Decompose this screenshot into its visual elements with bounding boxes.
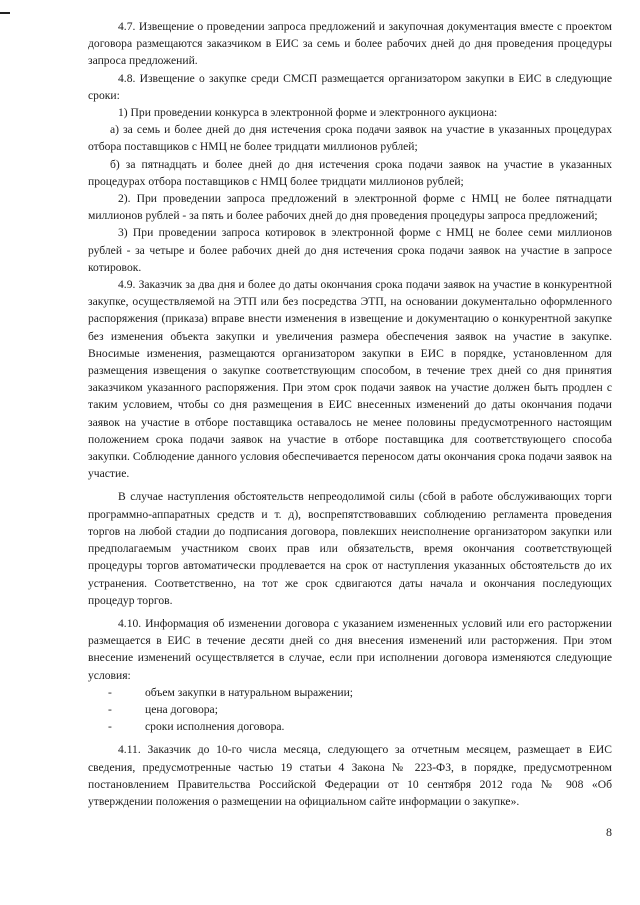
list-item-text: объем закупки в натуральном выражении; <box>145 685 354 699</box>
list-item-text: сроки исполнения договора. <box>145 720 285 734</box>
paragraph-4-8-2: 2). При проведении запроса предложений в электронной форме с НМЦ не более пятнадцати миллионов рублей - за пять и более рабочих дней до дня проведения процедуры запроса предложений; <box>88 192 612 223</box>
paragraph-4-10: 4.10. Информация об изменении договора с указанием измененных условий или его расторжении размещается в ЕИС в течение десяти дней со дня внесения изменений или расторжения. При этом внесение изменений осуществляется в случае, если при исполнении договора изменяются следующие условия: <box>88 616 612 682</box>
list-marker: - <box>108 685 112 699</box>
paragraph-4-8-a: а) за семь и более дней до дня истечения срока подачи заявок на участие в указанных процедурах отбора поставщиков с НМЦ не более тридцати миллионов рублей; <box>88 123 612 154</box>
conditions-list <box>88 684 612 736</box>
paragraph-4-11: 4.11. Заказчик до 10-го числа месяца, следующего за отчетным месяцем, размещает в ЕИС сведения, предусмотренные частью 19 статьи 4 Закона № 223-ФЗ, в порядке, предусмотренном постановлением Правительства Российской Федерации от 10 сентября 2012 года № 908 «Об утверждении положения о размещении на официальном сайте информации о закупке». <box>88 743 612 808</box>
list-item-text: цена договора; <box>145 702 218 716</box>
scan-corner-mark <box>0 12 10 14</box>
paragraph-4-7: 4.7. Извещение о проведении запроса предложений и закупочная документация вместе с проектом договора размещаются заказчиком в ЕИС за семь и более рабочих дней до дня проведения процедуры запроса предложений. <box>88 20 612 68</box>
paragraph-4-8: 4.8. Извещение о закупке среди СМСП размещается организатором закупки в ЕИС в следующие сроки: <box>88 71 612 102</box>
paragraph-4-8-3: 3) При проведении запроса котировок в электронной форме с НМЦ не более семи миллионов рублей - за четыре и более рабочих дней до дня истечения срока подачи заявок на участие в запросе котировок. <box>88 226 612 274</box>
page-number: 8 <box>606 825 612 839</box>
list-marker: - <box>108 720 112 734</box>
document-page <box>88 18 612 810</box>
list-item <box>88 718 612 735</box>
list-item <box>88 701 612 718</box>
paragraph-4-8-1: 1) При проведении конкурса в электронной форме и электронного аукциона: <box>118 106 498 120</box>
paragraph-4-8-b: б) за пятнадцать и более дней до дня истечения срока подачи заявок на участие в указанных процедурах отбора поставщиков с НМЦ более тридцати миллионов рублей; <box>88 157 612 188</box>
list-marker: - <box>108 702 112 716</box>
paragraph-4-9-force-majeure: В случае наступления обстоятельств непреодолимой силы (сбой в работе обслуживающих торги программно-аппаратных средств и т. д), воспрепятствовавших соблюдению регламента проведения торгов на любой стадии до подписания договора, повлекших неисполнение организатором закупки или предполагаемым участником своих прав или обязательств, время окончания соответствующей процедуры торгов автоматически продлевается на срок от наступления указанных обстоятельств до их устранения. Соответственно, на тот же срок сдвигаются даты начала и окончания последующих процедур торгов. <box>88 490 612 607</box>
paragraph-4-9: 4.9. Заказчик за два дня и более до даты окончания срока подачи заявок на участие в конкурентной закупке, осуществляемой на ЭТП или без посредства ЭТП, на основании документально оформленного распоряжения (приказа) вправе внести изменения в извещение и документацию о конкурентной закупке без изменения объекта закупки и увеличения размера обеспечения заявок на участие в закупке. Вносимые изменения, размещаются организатором закупки в ЕИС в порядке, установленном для размещения извещения о закупке соответствующим способом, в течение трех дней со дня принятия заказчиком указанного распоряжения. При этом срок подачи заявок на участие должен быть продлен с таким условием, чтобы со дня размещения в ЕИС внесенных изменений до даты окончания подачи заявок на участие в отборе поставщика оставалось не менее половины предусмотренного настоящим положением срока подачи заявок на участие в отборе поставщика для соответствующего способа закупки. Соблюдение данного условия обеспечивается переносом даты окончания срока подачи заявок на участие. <box>88 278 612 481</box>
list-item <box>88 684 612 701</box>
